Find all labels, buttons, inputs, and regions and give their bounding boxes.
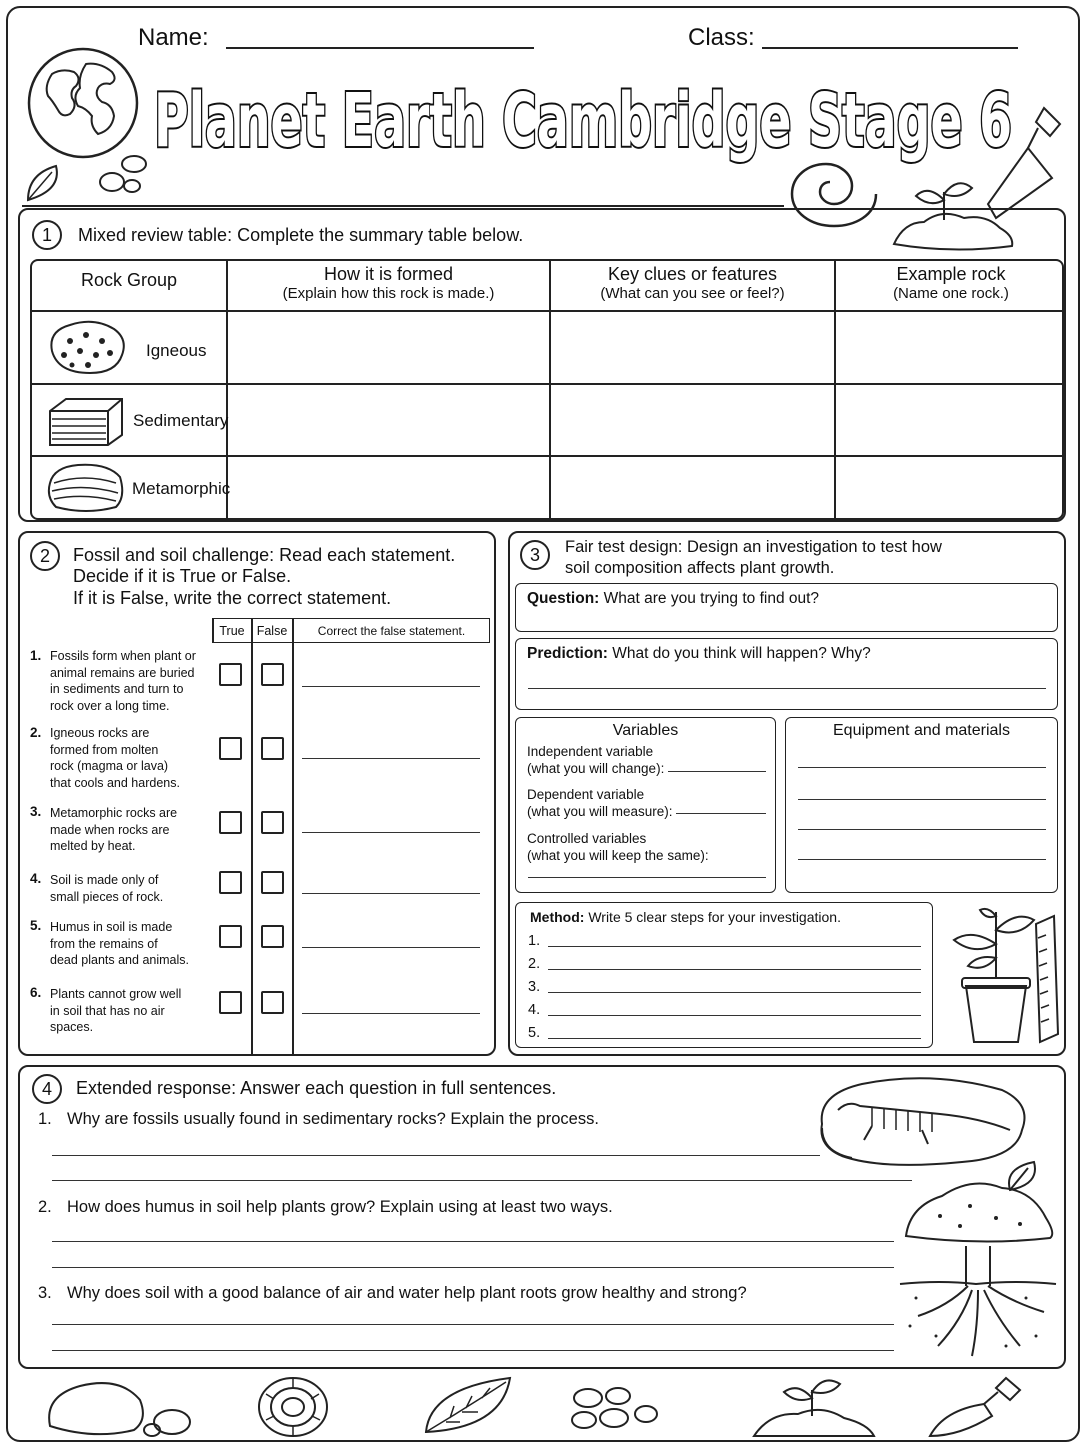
independent-variable-line[interactable]: [668, 771, 766, 772]
row-sedimentary: Sedimentary: [133, 411, 229, 430]
method-step-1-line[interactable]: [548, 946, 921, 947]
metamorphic-features-cell[interactable]: [551, 457, 834, 520]
row-igneous: Igneous: [146, 341, 207, 360]
section-2-number: 2: [30, 541, 60, 571]
method-step-3: 3.: [528, 979, 541, 995]
answer-2-line-2[interactable]: [52, 1267, 894, 1268]
independent-variable-label: Independent variable (what you will change):: [527, 744, 665, 776]
answer-3-line-1[interactable]: [52, 1324, 894, 1325]
sedimentary-features-cell[interactable]: [551, 385, 834, 455]
statement-5-number: 5.: [30, 918, 42, 933]
prediction-prompt: Prediction: What do you think will happen? Why?: [527, 645, 871, 662]
extended-question-3: Why does soil with a good balance of air and water help plant roots grow healthy and strong?: [67, 1284, 747, 1302]
section-2-box: [18, 531, 496, 1056]
statement-3-correction-line[interactable]: [302, 832, 480, 833]
equipment-title: Equipment and materials: [833, 722, 1010, 739]
statement-4: Soil is made only of small pieces of rock.: [50, 873, 164, 904]
equipment-line-3[interactable]: [798, 829, 1046, 830]
statement-3-number: 3.: [30, 804, 42, 819]
col-header-features: Key clues or features: [607, 264, 778, 284]
section-2-heading-3: If it is False, write the correct statement.: [73, 588, 392, 608]
controlled-variables-label: Controlled variables (what you will keep the same):: [527, 831, 709, 863]
col-header-formed: How it is formed: [323, 264, 454, 284]
statement-2-false-checkbox[interactable]: [261, 737, 284, 760]
dependent-variable-line[interactable]: [676, 813, 766, 814]
section-1-number: 1: [32, 220, 62, 250]
statement-6-false-checkbox[interactable]: [261, 991, 284, 1014]
metamorphic-formed-cell[interactable]: [228, 457, 549, 520]
statement-1-false-checkbox[interactable]: [261, 663, 284, 686]
controlled-variables-line[interactable]: [528, 877, 766, 878]
section-4-number: 4: [32, 1074, 62, 1104]
fossil-slab-icon: [812, 1074, 1034, 1170]
equipment-line-1[interactable]: [798, 767, 1046, 768]
statement-3-false-checkbox[interactable]: [261, 811, 284, 834]
trowel-icon: [984, 102, 1070, 222]
soil-mound-icon: [900, 1160, 1060, 1246]
statement-2-true-checkbox[interactable]: [219, 737, 242, 760]
section-2-heading-2: Decide if it is True or False.: [73, 566, 292, 586]
statement-6: Plants cannot grow well in soil that has no air spaces.: [50, 987, 182, 1034]
svg-text:Planet Earth Cambridge Stage 6: Planet Earth Cambridge Stage 6: [154, 78, 1012, 164]
title-divider: [22, 205, 784, 207]
col-header-formed-sub: (Explain how this rock is made.): [282, 285, 495, 302]
potted-plant-ruler-icon: [944, 904, 1060, 1046]
sedimentary-rock-icon: [44, 393, 128, 449]
equipment-line-2[interactable]: [798, 799, 1046, 800]
statement-6-true-checkbox[interactable]: [219, 991, 242, 1014]
extended-question-2-number: 2.: [38, 1198, 52, 1216]
col-correct: Correct the false statement.: [317, 624, 466, 638]
section-3-heading-1: Fair test design: Design an investigation to test how: [565, 538, 942, 556]
method-step-4-line[interactable]: [548, 1015, 921, 1016]
statement-4-correction-line[interactable]: [302, 893, 480, 894]
method-step-3-line[interactable]: [548, 992, 921, 993]
answer-1-line-1[interactable]: [52, 1155, 820, 1156]
statement-6-number: 6.: [30, 985, 42, 1000]
statement-5-false-checkbox[interactable]: [261, 925, 284, 948]
statement-1-true-checkbox[interactable]: [219, 663, 242, 686]
leaf-footer-icon: [420, 1374, 516, 1438]
metamorphic-example-cell[interactable]: [836, 457, 1064, 520]
answer-2-line-1[interactable]: [52, 1241, 894, 1242]
col-header-example-sub: (Name one rock.): [893, 285, 1009, 302]
extended-question-2: How does humus in soil help plants grow? Explain using at least two ways.: [67, 1198, 613, 1216]
row-metamorphic: Metamorphic: [132, 479, 231, 498]
leaf-icon: [24, 160, 72, 204]
section-1-heading: Mixed review table: Complete the summary table below.: [78, 225, 524, 245]
section-2-heading-1: Fossil and soil challenge: Read each statement.: [73, 545, 456, 565]
statement-4-false-checkbox[interactable]: [261, 871, 284, 894]
section-3-number: 3: [520, 540, 550, 570]
section-3-heading-2: soil composition affects plant growth.: [565, 559, 835, 577]
statement-1-number: 1.: [30, 648, 42, 663]
class-field[interactable]: [762, 47, 1018, 49]
globe-icon: [24, 44, 142, 162]
statement-1: Fossils form when plant or animal remains are buried in sediments and turn to rock over a long time.: [50, 649, 196, 713]
col-false: False: [256, 624, 288, 638]
prediction-line[interactable]: [528, 688, 1046, 689]
method-step-2: 2.: [528, 956, 541, 972]
answer-3-line-2[interactable]: [52, 1350, 894, 1351]
statement-5-correction-line[interactable]: [302, 947, 480, 948]
sprout-footer-icon: [750, 1374, 878, 1440]
statement-6-correction-line[interactable]: [302, 1013, 480, 1014]
name-label: Name:: [138, 24, 209, 51]
igneous-rock-icon: [44, 317, 128, 377]
extended-question-1: Why are fossils usually found in sedimentary rocks? Explain the process.: [67, 1110, 599, 1128]
trowel-footer-icon: [926, 1374, 1026, 1440]
statement-2: Igneous rocks are formed from molten rock (magma or lava) that cools and hardens.: [50, 726, 180, 790]
method-prompt: Method: Write 5 clear steps for your investigation.: [530, 909, 841, 925]
rock-summary-table: [30, 259, 1064, 520]
answer-1-line-2[interactable]: [52, 1180, 912, 1181]
name-field[interactable]: [226, 47, 534, 49]
col-header-example: Example rock: [896, 264, 1006, 284]
dependent-variable-label: Dependent variable (what you will measure):: [527, 787, 673, 819]
igneous-example-cell[interactable]: [836, 312, 1064, 383]
sedimentary-formed-cell[interactable]: [228, 385, 549, 455]
pebbles-footer-icon: [566, 1384, 664, 1432]
equipment-line-4[interactable]: [798, 859, 1046, 860]
question-prompt: Question: What are you trying to find out?: [527, 590, 820, 607]
statement-5-true-checkbox[interactable]: [219, 925, 242, 948]
statement-2-number: 2.: [30, 725, 42, 740]
col-true: True: [219, 624, 245, 638]
statement-4-true-checkbox[interactable]: [219, 871, 242, 894]
tree-roots-icon: [896, 1246, 1060, 1362]
statement-5: Humus in soil is made from the remains of dead plants and animals.: [50, 920, 189, 967]
statement-1-correction-line[interactable]: [302, 686, 480, 687]
metamorphic-rock-icon: [44, 461, 128, 517]
variables-title: Variables: [612, 722, 679, 739]
pebbles-icon: [96, 152, 152, 196]
page-title: [150, 68, 1020, 168]
igneous-features-cell[interactable]: [551, 312, 834, 383]
method-step-5-line[interactable]: [548, 1038, 921, 1039]
extended-question-1-number: 1.: [38, 1110, 52, 1128]
equipment-box: [785, 717, 1058, 893]
rocks-footer-icon: [40, 1374, 200, 1438]
ammonite-footer-icon: [254, 1374, 332, 1440]
extended-question-3-number: 3.: [38, 1284, 52, 1302]
statement-2-correction-line[interactable]: [302, 758, 480, 759]
class-label: Class:: [688, 24, 755, 51]
statement-3-true-checkbox[interactable]: [219, 811, 242, 834]
sedimentary-example-cell[interactable]: [836, 385, 1064, 455]
statement-4-number: 4.: [30, 871, 42, 886]
col-header-features-sub: (What can you see or feel?): [600, 285, 785, 302]
method-step-2-line[interactable]: [548, 969, 921, 970]
section-4-heading: Extended response: Answer each question in full sentences.: [76, 1078, 557, 1098]
method-step-1: 1.: [528, 933, 541, 949]
method-step-4: 4.: [528, 1002, 541, 1018]
igneous-formed-cell[interactable]: [228, 312, 549, 383]
method-step-5: 5.: [528, 1025, 541, 1041]
col-header-rock-group: Rock Group: [80, 270, 178, 290]
statement-3: Metamorphic rocks are made when rocks are melted by heat.: [50, 806, 178, 853]
